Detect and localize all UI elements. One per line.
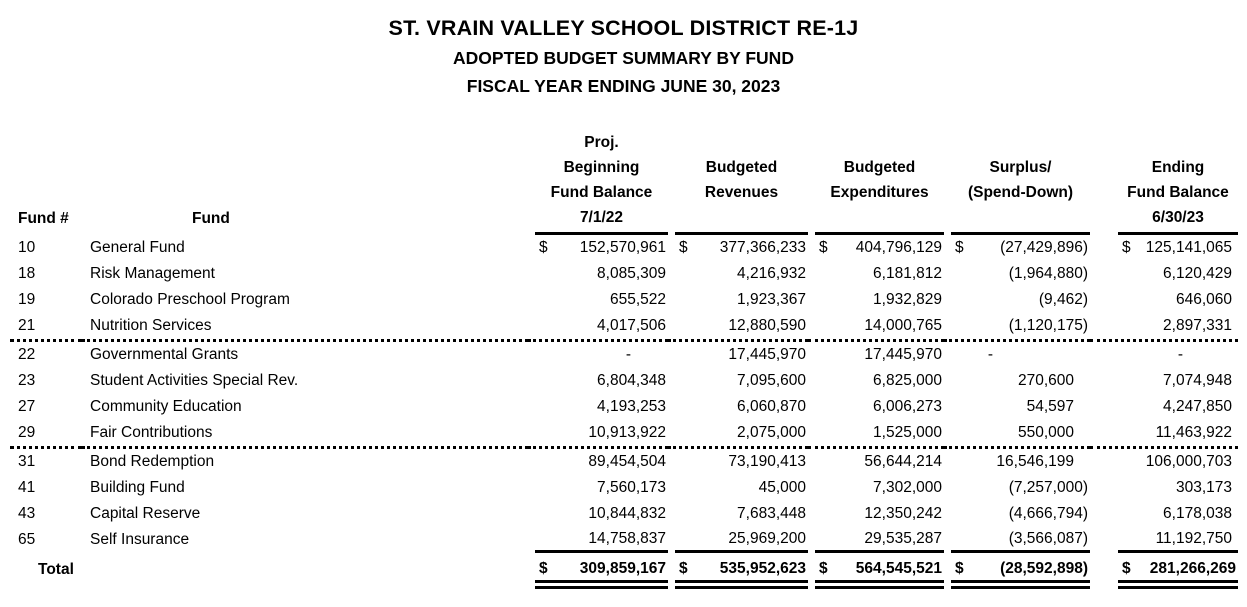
revenues-cell [668,420,808,448]
surplus-cell [944,420,1090,448]
table-header-row [10,130,1238,235]
revenues-cell [668,261,808,287]
amount: 54,597 [1026,398,1074,415]
amount: (1,964,880) [1008,265,1088,282]
expenditures-cell [808,527,944,553]
fund-name-cell: Capital Reserve [90,505,201,522]
amount: 11,463,922 [1155,424,1232,441]
beginning-balance-cell [528,341,668,369]
fund-name-cell: Risk Management [90,265,215,282]
amount: 6,178,038 [1163,505,1232,522]
surplus-cell [944,368,1090,394]
expenditures-cell [808,394,944,420]
beginning-balance-cell [528,501,668,527]
surplus-cell [944,475,1090,501]
amount: 7,560,173 [597,479,666,496]
amount: 6,825,000 [873,372,942,389]
total-expenditures-cell [808,553,944,589]
document-title-block [0,0,1247,100]
fund-name-cell: Community Education [90,398,242,415]
ending-balance-cell [1090,501,1238,527]
amount: (27,429,896) [1000,239,1088,256]
fund-number-cell: 22 [18,346,36,363]
header-spacer [815,205,944,230]
ending-balance-cell [1090,394,1238,420]
dollar-sign: $ [539,239,548,256]
fund-name-cell: Governmental Grants [90,346,239,363]
surplus-cell [944,394,1090,420]
expenditures-cell [808,261,944,287]
fund-number-cell: 23 [18,372,36,389]
amount: 646,060 [1175,291,1232,308]
fund-name-cell: Student Activities Special Rev. [90,372,299,389]
amount: 6,120,429 [1163,265,1232,282]
fund-number-cell: 19 [18,291,36,308]
amount: 1,932,829 [873,291,942,308]
amount: 73,190,413 [728,453,806,470]
dollar-sign: $ [819,560,828,577]
beginning-balance-header [528,130,668,235]
beginning-balance-cell [528,420,668,448]
ending-balance-cell [1090,448,1238,476]
total-row [10,553,1238,589]
revenues-cell [668,527,808,553]
dollar-sign: $ [819,239,828,256]
amount: 7,074,948 [1163,372,1232,389]
ending-balance-cell [1090,313,1238,341]
fund-number-cell: 10 [18,239,36,256]
fund-row [10,368,1238,394]
amount: 6,060,870 [737,398,806,415]
fund-row [10,341,1238,369]
amount: 303,173 [1175,479,1232,496]
expenditures-cell [808,287,944,313]
amount: 29,535,287 [864,529,942,547]
fund-row [10,448,1238,476]
expenditures-cell [808,313,944,341]
fund-row [10,394,1238,420]
surplus-cell [944,501,1090,527]
amount: (7,257,000) [1008,479,1088,496]
expenditures-cell [808,475,944,501]
revenues-cell [668,475,808,501]
surplus-cell [944,287,1090,313]
dollar-sign: $ [1122,560,1131,577]
amount: 377,366,233 [719,239,806,256]
revenues-cell [668,235,808,261]
beginning-balance-cell [528,394,668,420]
header-line: Surplus/ [989,159,1052,176]
amount: (3,566,087) [1008,529,1088,547]
amount: 4,017,506 [597,317,666,334]
document-title-line2: ADOPTED BUDGET SUMMARY BY FUND [453,48,794,68]
ending-balance-cell [1090,527,1238,553]
surplus-cell [944,341,1090,369]
header-spacer [675,205,808,230]
amount: 45,000 [758,479,806,496]
amount: 106,000,703 [1145,453,1232,470]
amount: 17,445,970 [728,346,806,363]
document-title-line1: ST. VRAIN VALLEY SCHOOL DISTRICT RE-1J [388,16,859,40]
expenditures-cell [808,501,944,527]
ending-balance-header [1090,130,1238,235]
budgeted-expenditures-header [808,130,944,235]
ending-balance-cell [1090,287,1238,313]
beginning-balance-cell [528,287,668,313]
total-revenues-cell [668,553,808,589]
dollar-sign: $ [679,560,688,577]
expenditures-cell [808,368,944,394]
total-beginning-balance-cell [528,553,668,589]
ending-balance-cell [1090,235,1238,261]
header-line: Budgeted [843,159,916,176]
header-line: 7/1/22 [579,209,624,226]
surplus-cell [944,235,1090,261]
fund-number-cell: 65 [18,531,36,548]
budget-summary-table [10,130,1238,589]
amount: (1,120,175) [1008,317,1088,334]
fund-number-header: Fund # [18,210,69,227]
beginning-balance-cell [528,261,668,287]
fund-row [10,313,1238,341]
revenues-cell [668,448,808,476]
fund-name-cell: Fair Contributions [82,420,528,448]
fund-name-cell: Colorado Preschool Program [90,291,290,308]
ending-balance-cell [1090,368,1238,394]
amount: 6,804,348 [597,372,666,389]
total-ending-balance-cell [1090,553,1238,589]
dollar-sign: $ [955,239,964,256]
revenues-cell [668,501,808,527]
amount: 14,000,765 [864,317,942,334]
fund-row [10,501,1238,527]
amount: 10,844,832 [588,505,666,522]
expenditures-cell [808,341,944,369]
header-line: Revenues [704,184,779,201]
ending-balance-cell [1090,261,1238,287]
beginning-balance-cell [528,475,668,501]
amount: 535,952,623 [719,560,806,577]
header-line: Ending [1151,159,1205,176]
amount: - [625,346,631,363]
dollar-sign: $ [539,560,548,577]
header-spacer [951,205,1090,230]
surplus-cell [944,313,1090,341]
amount: 56,644,214 [864,453,942,470]
total-label: Total [38,561,74,578]
beginning-balance-cell [528,313,668,341]
amount: 4,247,850 [1163,398,1232,415]
fund-name-cell: Self Insurance [90,531,190,548]
amount: 10,913,922 [588,424,666,441]
amount: 14,758,837 [588,529,666,547]
ending-balance-cell [1090,341,1238,369]
fund-name-cell: Bond Redemption [90,453,215,470]
fund-row [10,420,1238,448]
expenditures-cell [808,235,944,261]
amount: 309,859,167 [579,560,666,577]
revenues-cell [668,313,808,341]
amount: 125,141,065 [1145,239,1232,256]
surplus-spenddown-header [944,130,1090,235]
total-surplus-cell [944,553,1090,589]
amount: 12,350,242 [864,505,942,522]
amount: (28,592,898) [1000,560,1088,577]
amount: 16,546,199 [996,453,1074,470]
header-line: Expenditures [830,184,929,201]
expenditures-cell [808,448,944,476]
surplus-cell [944,448,1090,476]
amount: 550,000 [1017,424,1074,441]
header-line: Fund Balance [550,184,653,201]
fund-row [10,527,1238,553]
amount: (9,462) [1038,291,1088,308]
amount: 11,192,750 [1155,529,1232,547]
document-title-line3: FISCAL YEAR ENDING JUNE 30, 2023 [466,76,781,96]
header-line: Beginning [563,159,640,176]
amount: 1,525,000 [873,424,942,441]
fund-row [10,235,1238,261]
amount: 281,266,269 [1149,560,1236,577]
revenues-cell [668,287,808,313]
fund-number-cell: 27 [18,398,36,415]
fund-number-cell: 29 [10,420,82,448]
amount: 6,006,273 [873,398,942,415]
surplus-cell [944,261,1090,287]
surplus-cell [944,527,1090,553]
beginning-balance-cell [528,235,668,261]
header-line: Budgeted [705,159,778,176]
amount: 564,545,521 [855,560,942,577]
beginning-balance-cell [528,527,668,553]
amount: 7,683,448 [737,505,806,522]
amount: 152,570,961 [579,239,666,256]
fund-number-cell: 41 [18,479,36,496]
fund-row [10,261,1238,287]
amount: 7,302,000 [873,479,942,496]
header-line: Fund Balance [1127,184,1229,201]
amount: (4,666,794) [1008,505,1088,522]
header-line: (Spend-Down) [967,184,1074,201]
amount: 4,193,253 [597,398,666,415]
expenditures-cell [808,420,944,448]
fund-number-cell: 21 [10,313,82,341]
fund-header: Fund [192,210,230,227]
amount: 12,880,590 [728,317,806,334]
amount: 4,216,932 [737,265,806,282]
header-line: Proj. [584,134,619,151]
amount: 270,600 [1017,372,1074,389]
amount: 1,923,367 [737,291,806,308]
fund-number-cell: 18 [18,265,36,282]
ending-balance-cell [1090,420,1238,448]
fund-name-cell: General Fund [90,239,185,256]
amount: 2,075,000 [737,424,806,441]
revenues-cell [668,394,808,420]
fund-name-cell: Building Fund [90,479,185,496]
amount: - [1177,346,1183,363]
amount: 7,095,600 [737,372,806,389]
amount: 6,181,812 [873,265,942,282]
dollar-sign: $ [1122,239,1131,256]
amount: 404,796,129 [855,239,942,256]
ending-balance-cell [1090,475,1238,501]
beginning-balance-cell [528,448,668,476]
dollar-sign: $ [955,560,964,577]
header-line: 6/30/23 [1152,209,1204,226]
amount: 17,445,970 [864,346,942,363]
amount: 8,085,309 [597,265,666,282]
amount: 25,969,200 [728,529,806,547]
revenues-cell [668,368,808,394]
amount: 2,897,331 [1163,317,1232,334]
dollar-sign: $ [679,239,688,256]
amount: - [987,346,993,363]
fund-number-cell: 43 [18,505,36,522]
fund-row [10,287,1238,313]
amount: 655,522 [609,291,666,308]
revenues-cell [668,341,808,369]
amount: 89,454,504 [588,453,666,470]
fund-row [10,475,1238,501]
budgeted-revenues-header [668,130,808,235]
beginning-balance-cell [528,368,668,394]
fund-name-cell: Nutrition Services [82,313,528,341]
fund-number-cell: 31 [18,453,36,470]
